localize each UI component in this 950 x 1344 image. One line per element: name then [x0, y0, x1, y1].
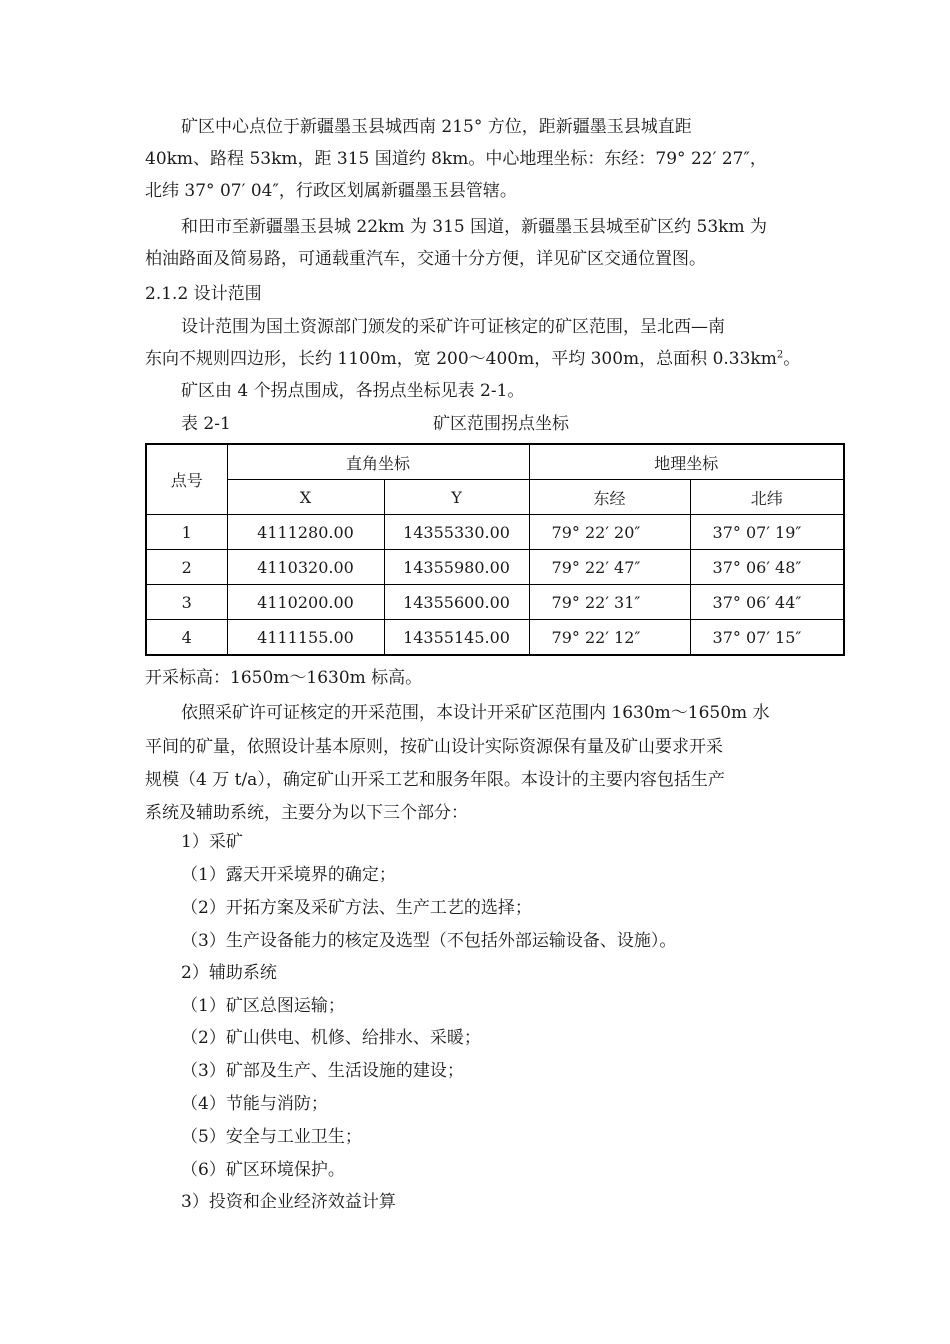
cell-y: 14355980.00 — [384, 550, 529, 585]
cell-x: 4111155.00 — [227, 620, 384, 656]
cell-x: 4111280.00 — [227, 515, 384, 550]
cell-north: 37° 07′ 15″ — [690, 620, 844, 656]
cell-y: 14355600.00 — [384, 585, 529, 620]
paragraph-line: 规模（4 万 t/a），确定矿山开采工艺和服务年限。本设计的主要内容包括生产 — [145, 770, 725, 790]
cell-y: 14355145.00 — [384, 620, 529, 656]
table-row — [146, 550, 844, 585]
list-item: （6）矿区环境保护。 — [181, 1160, 345, 1180]
table-subheader-row — [146, 480, 844, 515]
paragraph-line: 平间的矿量，依照设计基本原则，按矿山设计实际资源保有量及矿山要求开采 — [145, 737, 723, 757]
list-item: （4）节能与消防； — [181, 1094, 328, 1114]
table-row — [146, 515, 844, 550]
section-heading: 2.1.2 设计范围 — [145, 284, 262, 304]
paragraph-line: 设计范围为国土资源部门颁发的采矿许可证核定的矿区范围，呈北西—南 — [181, 317, 725, 337]
paragraph-line — [145, 343, 815, 375]
paragraph-line: 40km、路程 53km，距 315 国道约 8km。中心地理坐标：东经：79° 22′ 27″， — [145, 149, 767, 169]
paragraph-line: 开采标高：1650m～1630m 标高。 — [145, 668, 423, 688]
list-item: （1）矿区总图运输； — [181, 996, 345, 1016]
header-rect-coords: 直角坐标 — [227, 444, 529, 480]
coordinates-table — [145, 443, 845, 656]
table-header-row — [146, 444, 844, 480]
cell-east: 79° 22′ 47″ — [529, 550, 690, 585]
paragraph-line: 系统及辅助系统，主要分为以下三个部分： — [145, 803, 468, 823]
cell-north: 37° 06′ 48″ — [690, 550, 844, 585]
cell-point-no: 3 — [146, 585, 227, 620]
list-item: （3）生产设备能力的核定及选型（不包括外部运输设备、设施）。 — [181, 931, 677, 951]
list-item: （2）开拓方案及采矿方法、生产工艺的选择； — [181, 898, 532, 918]
header-geo-coords: 地理坐标 — [529, 444, 844, 480]
cell-x: 4110320.00 — [227, 550, 384, 585]
list-heading: 2）辅助系统 — [181, 963, 277, 983]
cell-y: 14355330.00 — [384, 515, 529, 550]
cell-north: 37° 07′ 19″ — [690, 515, 844, 550]
list-item: （3）矿部及生产、生活设施的建设； — [181, 1061, 464, 1081]
header-point-no: 点号 — [146, 444, 227, 515]
paragraph-line: 北纬 37° 07′ 04″，行政区划属新疆墨玉县管辖。 — [145, 181, 517, 201]
header-y: Y — [384, 480, 529, 515]
paragraph-line: 和田市至新疆墨玉县城 22km 为 315 国道，新疆墨玉县城至矿区约 53km 为 — [181, 217, 767, 237]
header-north-latitude: 北纬 — [690, 480, 844, 515]
cell-point-no: 1 — [146, 515, 227, 550]
header-x: X — [227, 480, 384, 515]
list-item: （2）矿山供电、机修、给排水、采暖； — [181, 1028, 481, 1048]
table-number: 表 2-1 — [181, 414, 231, 434]
paragraph-line: 矿区中心点位于新疆墨玉县城西南 215° 方位，距新疆墨玉县城直距 — [181, 117, 692, 137]
cell-point-no: 2 — [146, 550, 227, 585]
paragraph-text: 。 — [783, 349, 801, 369]
list-item: （5）安全与工业卫生； — [181, 1127, 362, 1147]
table-title: 矿区范围拐点坐标 — [433, 414, 569, 434]
paragraph-line: 矿区由 4 个拐点围成，各拐点坐标见表 2-1。 — [181, 381, 525, 401]
list-item: （1）露天开采境界的确定； — [181, 865, 396, 885]
list-heading: 3）投资和企业经济效益计算 — [181, 1192, 396, 1212]
superscript: 2 — [776, 349, 784, 361]
cell-east: 79° 22′ 31″ — [529, 585, 690, 620]
paragraph-text: 东向不规则四边形，长约 1100m，宽 200～400m，平均 300m，总面积 0.33km — [145, 349, 777, 369]
cell-east: 79° 22′ 20″ — [529, 515, 690, 550]
paragraph-line: 依照采矿许可证核定的开采范围，本设计开采矿区范围内 1630m～1650m 水 — [181, 703, 770, 723]
paragraph-line: 柏油路面及简易路，可通载重汽车，交通十分方便，详见矿区交通位置图。 — [145, 249, 706, 269]
list-heading: 1）采矿 — [181, 832, 243, 852]
table-row — [146, 585, 844, 620]
cell-point-no: 4 — [146, 620, 227, 656]
header-east-longitude: 东经 — [529, 480, 690, 515]
table-row — [146, 620, 844, 656]
cell-x: 4110200.00 — [227, 585, 384, 620]
cell-east: 79° 22′ 12″ — [529, 620, 690, 656]
cell-north: 37° 06′ 44″ — [690, 585, 844, 620]
table-caption — [181, 408, 821, 440]
